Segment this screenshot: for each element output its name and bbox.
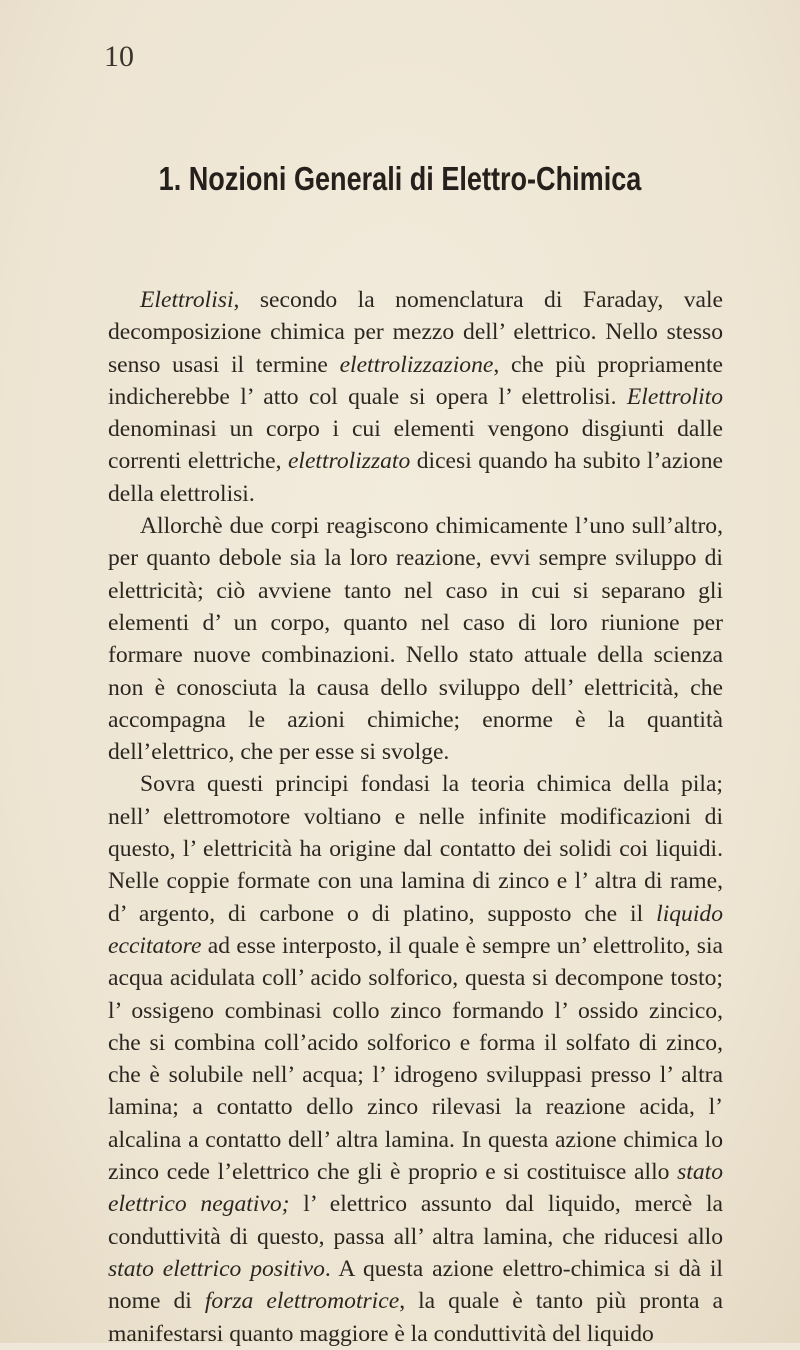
text-run: denominasi un corpo i cui elementi vengono disgiunti dalle correnti elettriche, bbox=[108, 416, 723, 475]
text-run: dicesi quando ha subito l’azione della elettrolisi. bbox=[108, 448, 723, 507]
text-run: . A questa azione elettro-chimica si dà il nome di bbox=[108, 1255, 723, 1315]
italic-term: elettrolizzazione bbox=[339, 351, 494, 378]
text-run: Sovra questi principi fondasi la teoria chimica della pila; nell’ elettromotore voltiano e nelle infinite modificazioni di questo, l’ elettricità ha origine dal contatto dei solidi coi liquidi. Nelle coppie formate con una lamina di zinco e l’ altra di rame, d’ argento, di carbone o di platino, supposto che il bbox=[108, 771, 723, 927]
italic-term: stato elettrico negativo; bbox=[108, 1159, 723, 1218]
page-number: 10 bbox=[104, 40, 134, 73]
paragraph bbox=[108, 510, 723, 768]
paragraph bbox=[108, 768, 723, 1349]
italic-term: forza elettromotrice bbox=[204, 1288, 400, 1315]
text-run: , secondo la nomenclatura di Faraday, vale decomposizione chimica per mezzo dell’ elettrico. Nello stesso senso usasi il termine bbox=[108, 287, 723, 378]
italic-term: liquido eccitatore bbox=[108, 900, 723, 959]
italic-term: stato elettrico positivo bbox=[108, 1255, 325, 1282]
text-run: Allorchè due corpi reagiscono chimicamente l’uno sull’altro, per quanto debole sia la loro reazione, evvi sempre sviluppo di elettricità; ciò avviene tanto nel caso in cui si separano gli elementi d’ un corpo, quanto nel caso di loro riunione per formare nuove combinazioni. Nello stato attuale della scienza non è conosciuta la causa dello sviluppo dell’ elettricità, che accompagna le azioni chimiche; enorme è la quantità dell’elettrico, che per esse si svolge. bbox=[108, 513, 723, 766]
text-run: ad esse interposto, il quale è sempre un’ elettrolito, sia acqua acidulata coll’ acido solforico, questa si decompone tosto; l’ ossigeno combinasi collo zinco formando l’ ossido zincico, che si combina coll’acido solforico e forma il solfato di zinco, che è solubile nell’ acqua; l’ idrogeno sviluppasi presso l’ altra lamina; a contatto dello zinco rilevasi la reazione acida, l’ alcalina a contatto dell’ altra lamina. In questa azione chimica lo zinco cede l’elettrico che gli è proprio e si costituisce allo bbox=[108, 932, 723, 1186]
text-run: , la quale è tanto più pronta a manifestarsi quanto maggiore è la conduttività del liquido bbox=[108, 1288, 723, 1347]
italic-term: Elettrolisi bbox=[140, 287, 234, 313]
chapter-title: 1. Nozioni Generali di Elettro-Chimica bbox=[158, 160, 642, 197]
text-run: , che più propriamente indicherebbe l’ atto col quale si opera l’ elettrolisi. bbox=[108, 351, 723, 410]
body-text bbox=[108, 284, 723, 1350]
italic-term: Elettrolito bbox=[626, 383, 723, 410]
italic-term: elettrolizzato bbox=[287, 448, 411, 475]
paragraph bbox=[108, 284, 723, 510]
text-run: l’ elettrico assunto dal liquido, mercè la conduttività di questo, passa all’ altra lamina, che riducesi allo bbox=[108, 1191, 723, 1250]
